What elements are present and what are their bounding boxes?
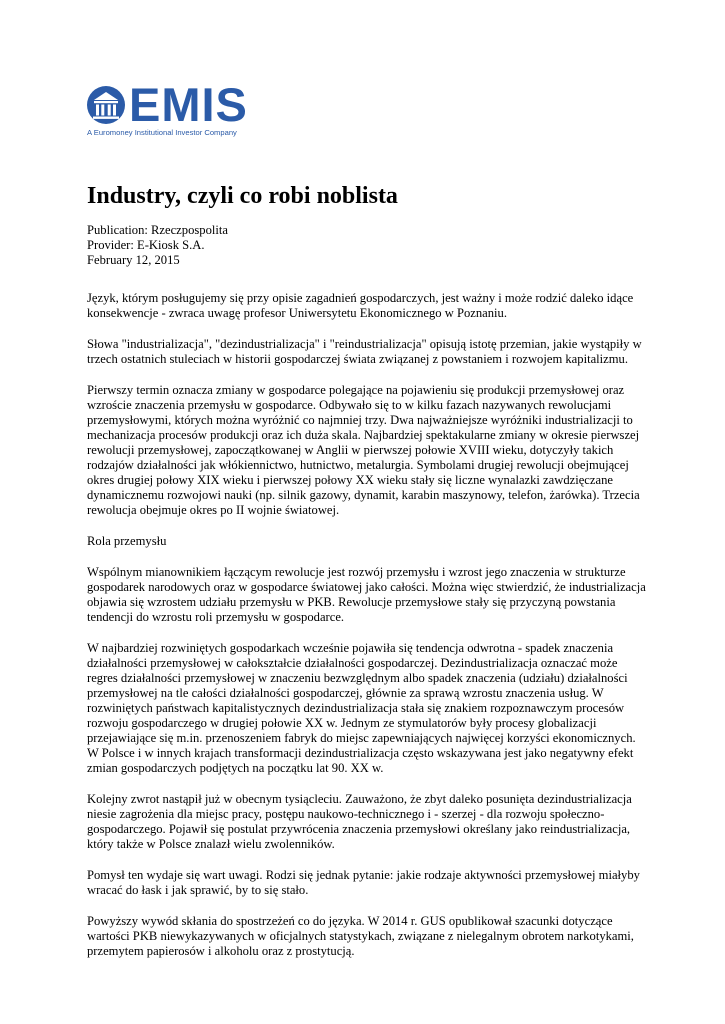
section-heading: Rola przemysłu — [87, 534, 167, 548]
article-meta — [87, 223, 228, 267]
paragraph: Pomysł ten wydaje się wart uwagi. Rodzi się jednak pytanie: jakie rodzaje aktywności przemysłowej miałyby wracać do łask i jak sprawić, by to się stało. — [87, 868, 640, 898]
provider-line: Provider: E-Kiosk S.A. — [87, 237, 205, 252]
paragraph: Powyższy wywód skłania do spostrzeżeń co do języka. W 2014 r. GUS opublikował szacunki dotyczące wartości PKB niewykazywanych w oficjalnych statystykach, związane z nielegalnym obrotem narkotykami, przemytem papierosów i alkoholu oraz z prostytucją. — [87, 913, 634, 959]
paragraph: Kolejny zwrot nastąpił już w obecnym tysiącleciu. Zauważono, że zbyt daleko posunięta dezindustrializacja niesie zagrożenia dla miejsc pracy, postępu naukowo-technicznego i - szerzej - dla rozwoju społeczno-gospodarczego. Pojawił się postulat przywrócenia znaczenia przemysłowi określany jako reindustrializacja, który także w Polsce znalazł wielu zwolenników. — [87, 792, 632, 852]
paragraph: Pierwszy termin oznacza zmiany w gospodarce polegające na pojawieniu się produkcji przemysłowej oraz wzroście znaczenia przemysłu w gospodarce. Odbywało się to w kilku fazach nazywanych rewolucjami przemysłowymi, których można wyróżnić co najmniej trzy. Dwa najważniejsze wyróżniki industrializacji to mechanizacja procesów produkcji oraz ich duża skala. Najbardziej spektakularne zmiany w okresie pierwszej rewolucji przemysłowej, zapoczątkowanej w Anglii w pierwszej połowie XVIII wieku, dotyczyły takich rodzajów działalności jak włókiennictwo, hutnictwo, metalurgia. Symbolami drugiej rewolucji obejmującej okres drugiej połowy XIX wieku i pierwszej połowy XX wieku stały się liczne wynalazki zawdzięczane dynamicznemu rozwojowi nauki (np. silnik gazowy, dynamit, karabin maszynowy, telefon, żarówka). Trzecia rewolucja obejmuje okres po II wojnie światowej. — [87, 382, 640, 518]
paragraph: Słowa "industrializacja", "dezindustrializacja" i "reindustrializacja" opisują istotę przemian, jakie wystąpiły w trzech ostatnich stuleciach w historii gospodarczej świata związanej z powstaniem i rozwojem kapitalizmu. — [87, 336, 642, 366]
emis-logo — [87, 78, 259, 140]
paragraph: Język, którym posługujemy się przy opisie zagadnień gospodarczych, jest ważny i może rodzić daleko idące konsekwencje - zwraca uwagę profesor Uniwersytetu Ekonomicznego w Poznaniu. — [87, 291, 634, 321]
building-columns-icon — [87, 86, 125, 124]
paragraph: W najbardziej rozwiniętych gospodarkach wcześnie pojawiła się tendencja odwrotna - spadek znaczenia działalności przemysłowej w całokształcie działalności gospodarczej. Dezindustrializacja oznaczać może regres działalności przemysłowej w znaczeniu bezwzględnym albo spadek znaczenia (udziału) działalności przemysłowej na tle całości działalności gospodarczej, głównie za sprawą wzrostu znaczenia usług. W rozwiniętych państwach kapitalistycznych dezindustrializacja stała się znakiem rozpoznawczym procesów rozwoju gospodarczego w drugiej połowie XX w. Jednym ze stymulatorów były procesy globalizacji przejawiające się m.in. przenoszeniem fabryk do miejsc zapewniających najwięcej korzyści ekonomicznych. W Polsce i w innych krajach transformacji dezindustrializacja często wskazywana jest jako negatywny efekt zmian gospodarczych podjętych na początku lat 90. XX w. — [87, 640, 636, 776]
article-body — [87, 291, 647, 975]
paragraph: Wspólnym mianownikiem łączącym rewolucje jest rozwój przemysłu i wzrost jego znaczenia w strukturze gospodarek narodowych oraz w gospodarce światowej jako całości. Można więc stwierdzić, że industrializacja objawia się wzrostem udziału przemysłu w PKB. Rewolucje przemysłowe stały się przyczyną powstania tendencji do wzrostu roli przemysłu w gospodarce. — [87, 564, 646, 624]
article-title: Industry, czyli co robi noblista — [87, 183, 398, 209]
logo-wordmark: EMIS — [129, 78, 248, 131]
logo-tagline: A Euromoney Institutional Investor Company — [87, 128, 237, 137]
date-line: February 12, 2015 — [87, 252, 180, 267]
publication-line: Publication: Rzeczpospolita — [87, 223, 228, 237]
